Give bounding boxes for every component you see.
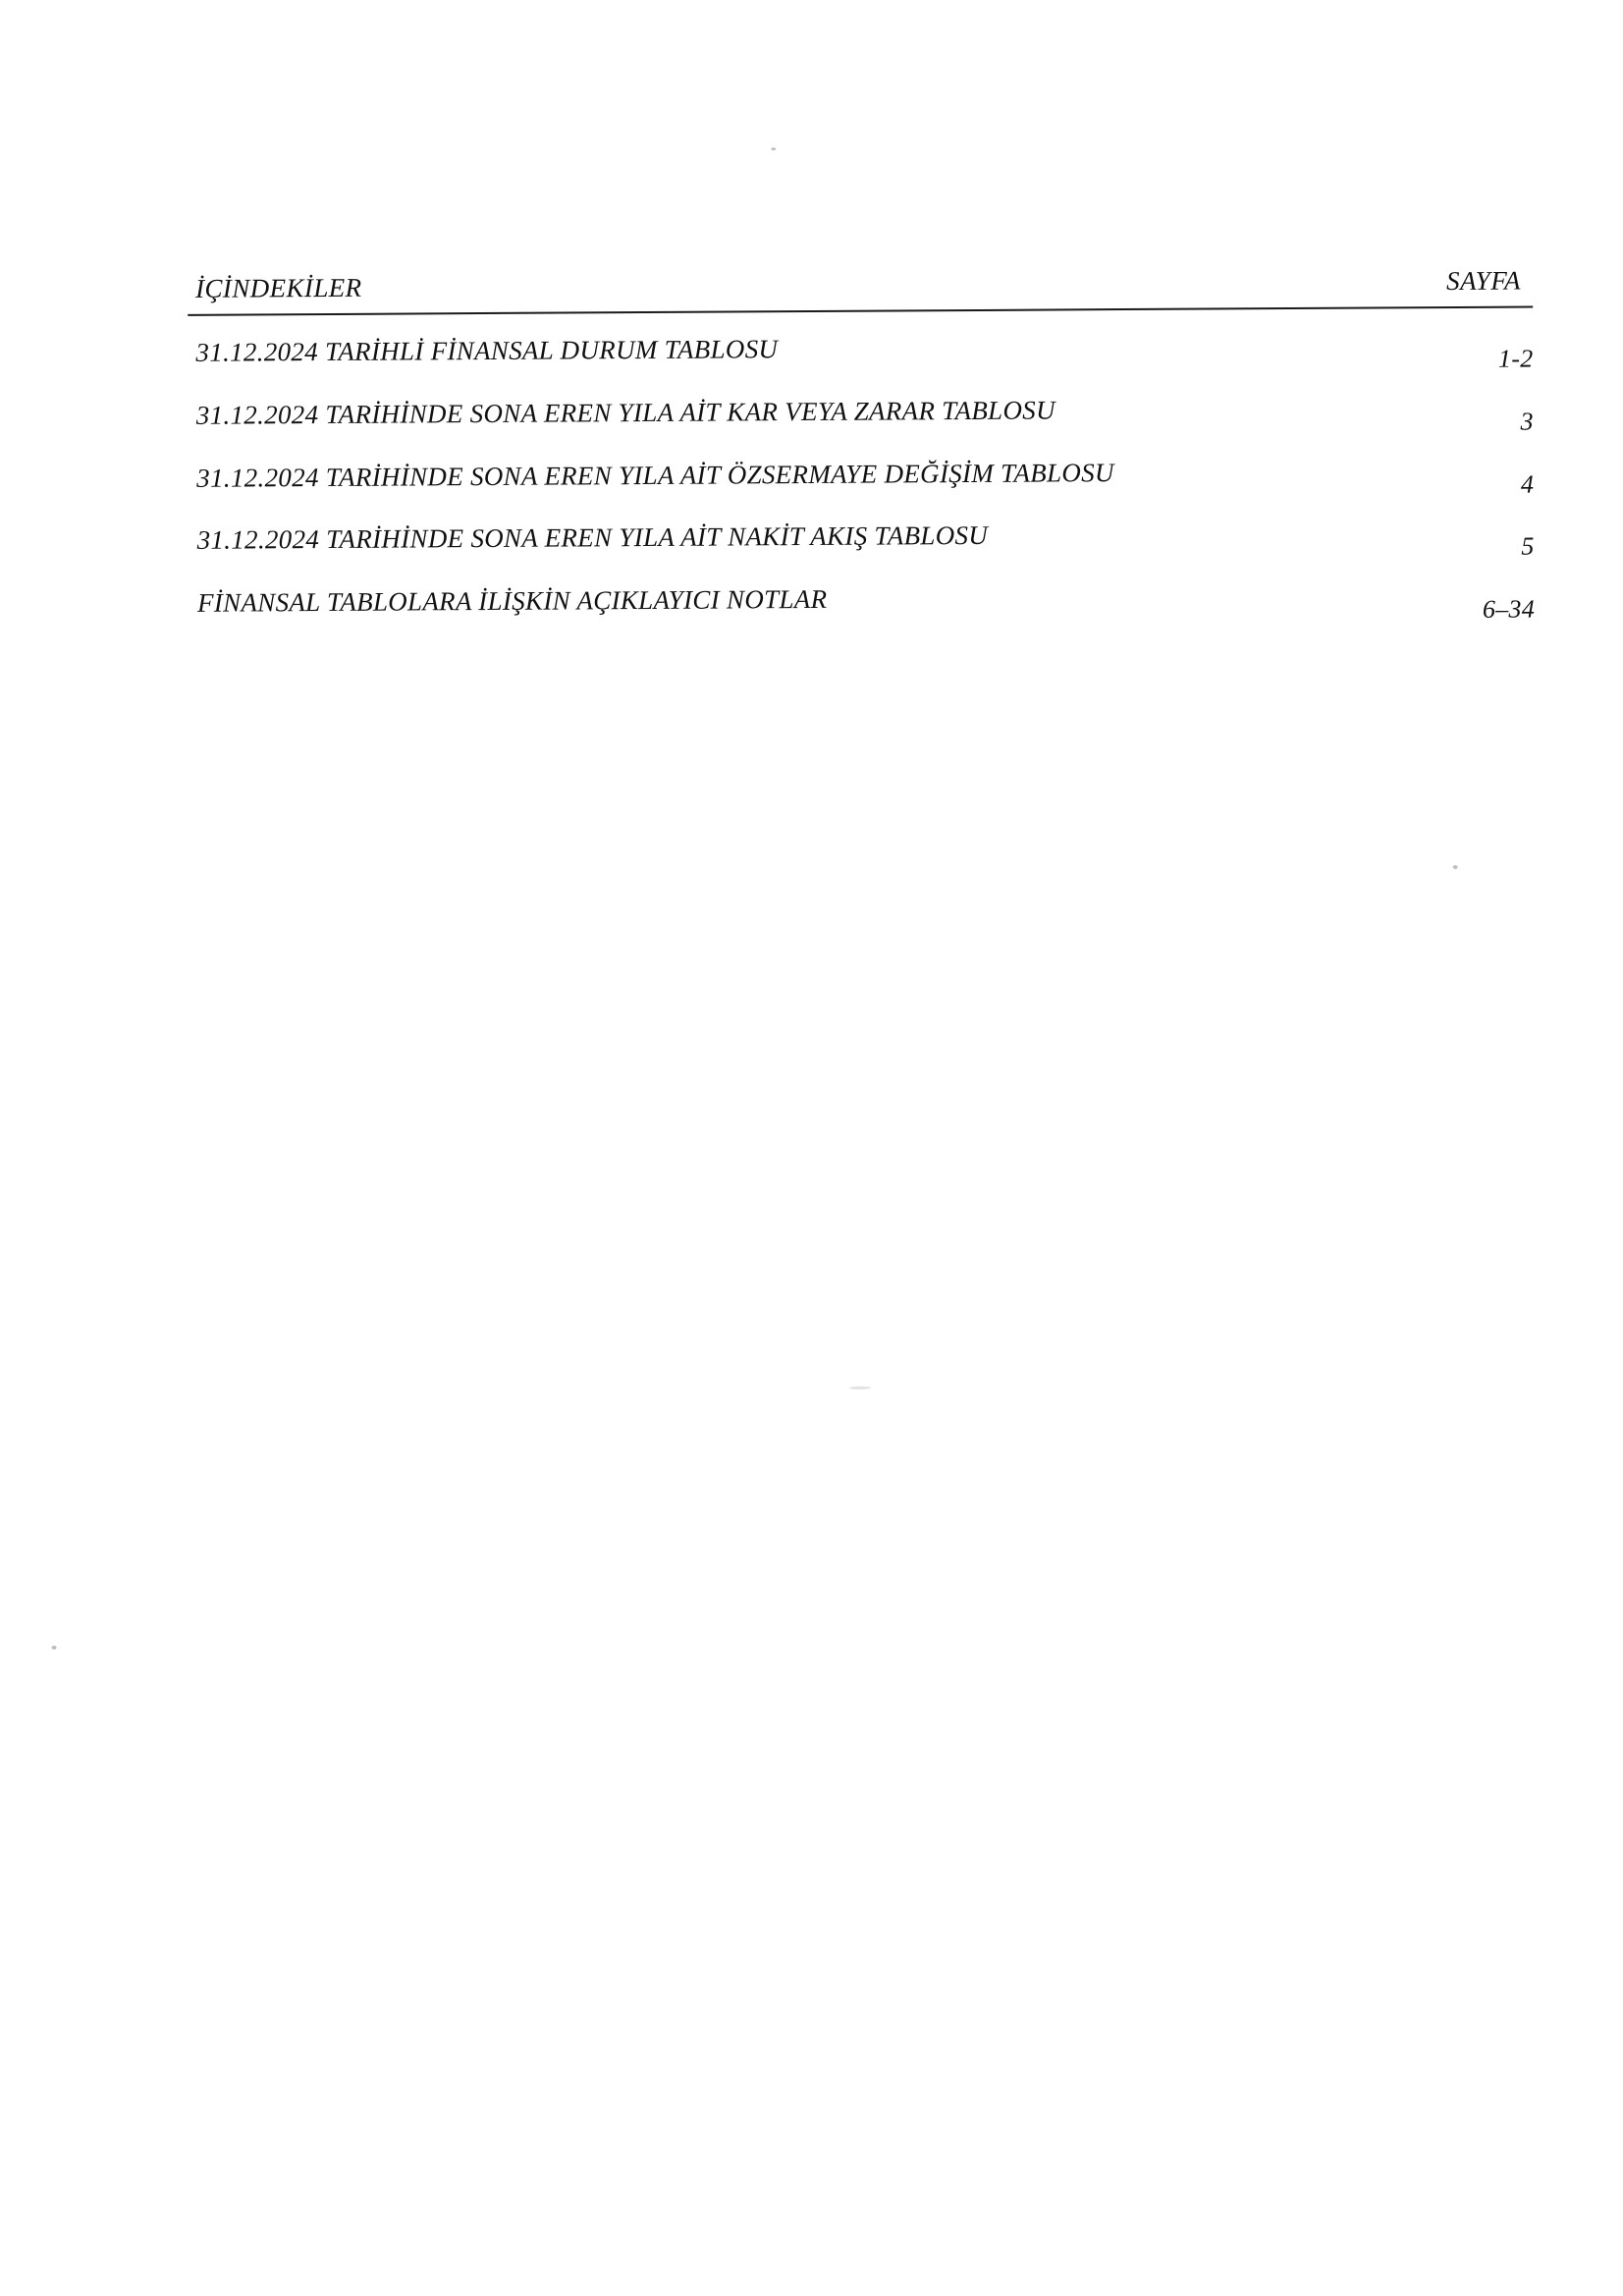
toc-entry[interactable] <box>189 439 1534 510</box>
toc-entry-page: 3 <box>1520 407 1535 436</box>
scan-speck <box>1453 865 1458 869</box>
toc-entry[interactable] <box>188 314 1533 385</box>
toc-entry[interactable] <box>189 502 1534 573</box>
toc-entry[interactable] <box>189 376 1534 447</box>
toc-entry-page: 1-2 <box>1497 344 1534 373</box>
page-title: İÇİNDEKİLER <box>194 272 362 303</box>
toc-entry-title: 31.12.2024 TARİHİNDE SONA EREN YILA AİT ÖZSERMAYE DEĞİŞİM TABLOSU <box>196 457 1114 493</box>
scan-speck <box>849 1387 871 1390</box>
toc-entry-title: 31.12.2024 TARİHİNDE SONA EREN YILA AİT NAKİT AKIŞ TABLOSU <box>196 520 989 556</box>
scan-speck <box>771 147 776 150</box>
table-of-contents <box>188 266 1535 635</box>
scan-speck <box>52 1646 57 1650</box>
toc-entry-title: 31.12.2024 TARİHLİ FİNANSAL DURUM TABLOSU <box>195 334 779 367</box>
toc-entry-title: 31.12.2024 TARİHİNDE SONA EREN YILA AİT KAR VEYA ZARAR TABLOSU <box>195 395 1055 430</box>
toc-entry-title: FİNANSAL TABLOLARA İLİŞKİN AÇIKLAYICI NOTLAR <box>196 583 828 618</box>
page-column-header: SAYFA <box>1445 265 1522 297</box>
toc-entry[interactable] <box>189 564 1535 634</box>
toc-entry-page: 4 <box>1520 468 1535 499</box>
toc-entry-page: 6–34 <box>1482 594 1536 624</box>
toc-entry-page: 5 <box>1521 531 1535 561</box>
